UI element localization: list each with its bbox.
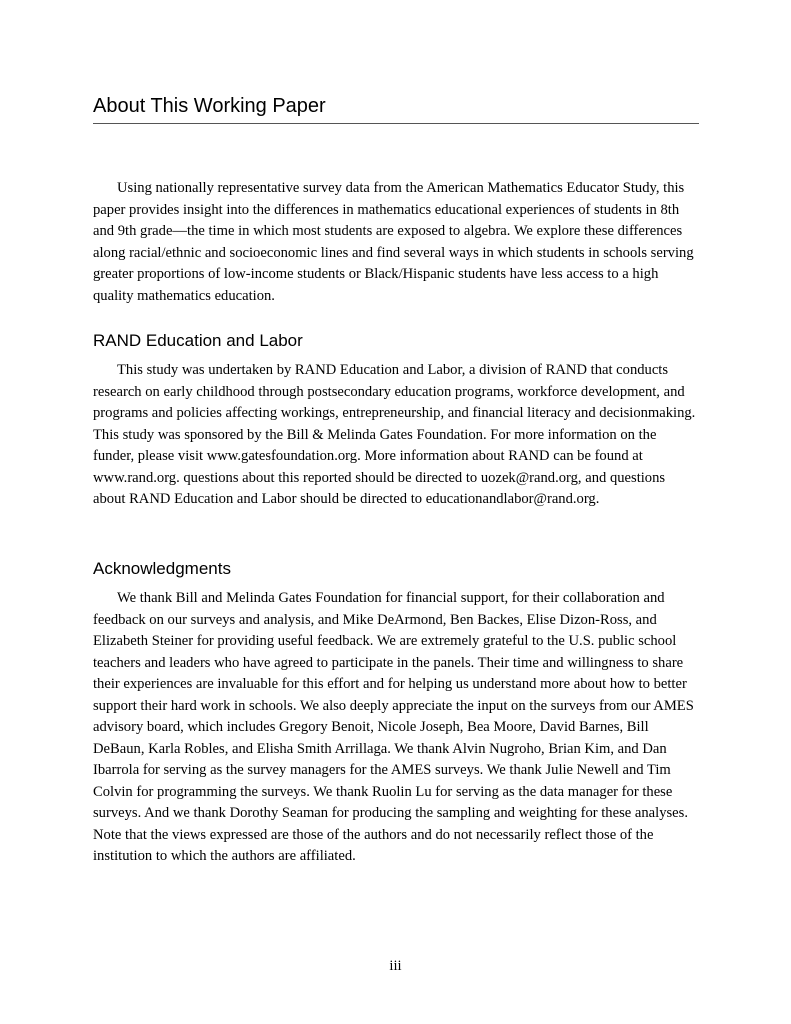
page-title: About This Working Paper [93,95,326,117]
section-body-acknowledgments: We thank Bill and Melinda Gates Foundation for financial support, for their collaboration and feedback on our surveys and analysis, and Mike DeArmond, Ben Backes, Elise Dizon-Ross, and Elizabeth Steiner for providing useful feedback. We are extremely grateful to the U.S. public school teachers and leaders who have agreed to participate in the panels. Their time and willingness to share their experiences are invaluable for this effort and for helping us understand more about how to better support their hard work in schools. We also deeply appreciate the input on the surveys from our AMES advisory board, which includes Gregory Benoit, Nicole Joseph, Bea Moore, David Barnes, Bill DeBaun, Karla Robles, and Elisha Smith Arrillaga. We thank Alvin Nugroho, Brian Kim, and Dan Ibarrola for serving as the survey managers for the AMES surveys. We thank Julie Newell and Tim Colvin for programming the surveys. We thank Ruolin Lu for serving as the data manager for these surveys. And we thank Dorothy Seaman for producing the sampling and weighting for these analyses. Note that the views expressed are those of the authors and do not necessarily reflect those of the institution to which the authors are affiliated. [93,590,694,864]
section-body-rand-education-and-labor: This study was undertaken by RAND Education and Labor, a division of RAND that conducts research on early childhood through postsecondary education programs, workforce development, and programs and policies affecting workings, entrepreneurship, and financial literacy and decisionmaking. This study was sponsored by the Bill & Melinda Gates Foundation. For more information on the funder, please visit www.gatesfoundation.org. More information about RAND can be found at www.rand.org. questions about this reported should be directed to uozek@rand.org, and questions about RAND Education and Labor should be directed to educationandlabor@rand.org. [93,362,696,507]
title-divider [93,123,699,124]
page-number: iii [389,958,402,974]
section-heading-rand-education-and-labor: RAND Education and Labor [93,331,303,350]
intro-paragraph: Using nationally representative survey data from the American Mathematics Educator Study, this paper provides insight into the differences in mathematics educational experiences of students in 8th and 9th grade—the time in which most students are exposed to algebra. We explore these differences along racial/ethnic and socioeconomic lines and find several ways in which students in schools serving greater proportions of low-income students or Black/Hispanic students have less access to a high quality mathematics education. [93,180,694,304]
section-heading-acknowledgments: Acknowledgments [93,559,231,578]
